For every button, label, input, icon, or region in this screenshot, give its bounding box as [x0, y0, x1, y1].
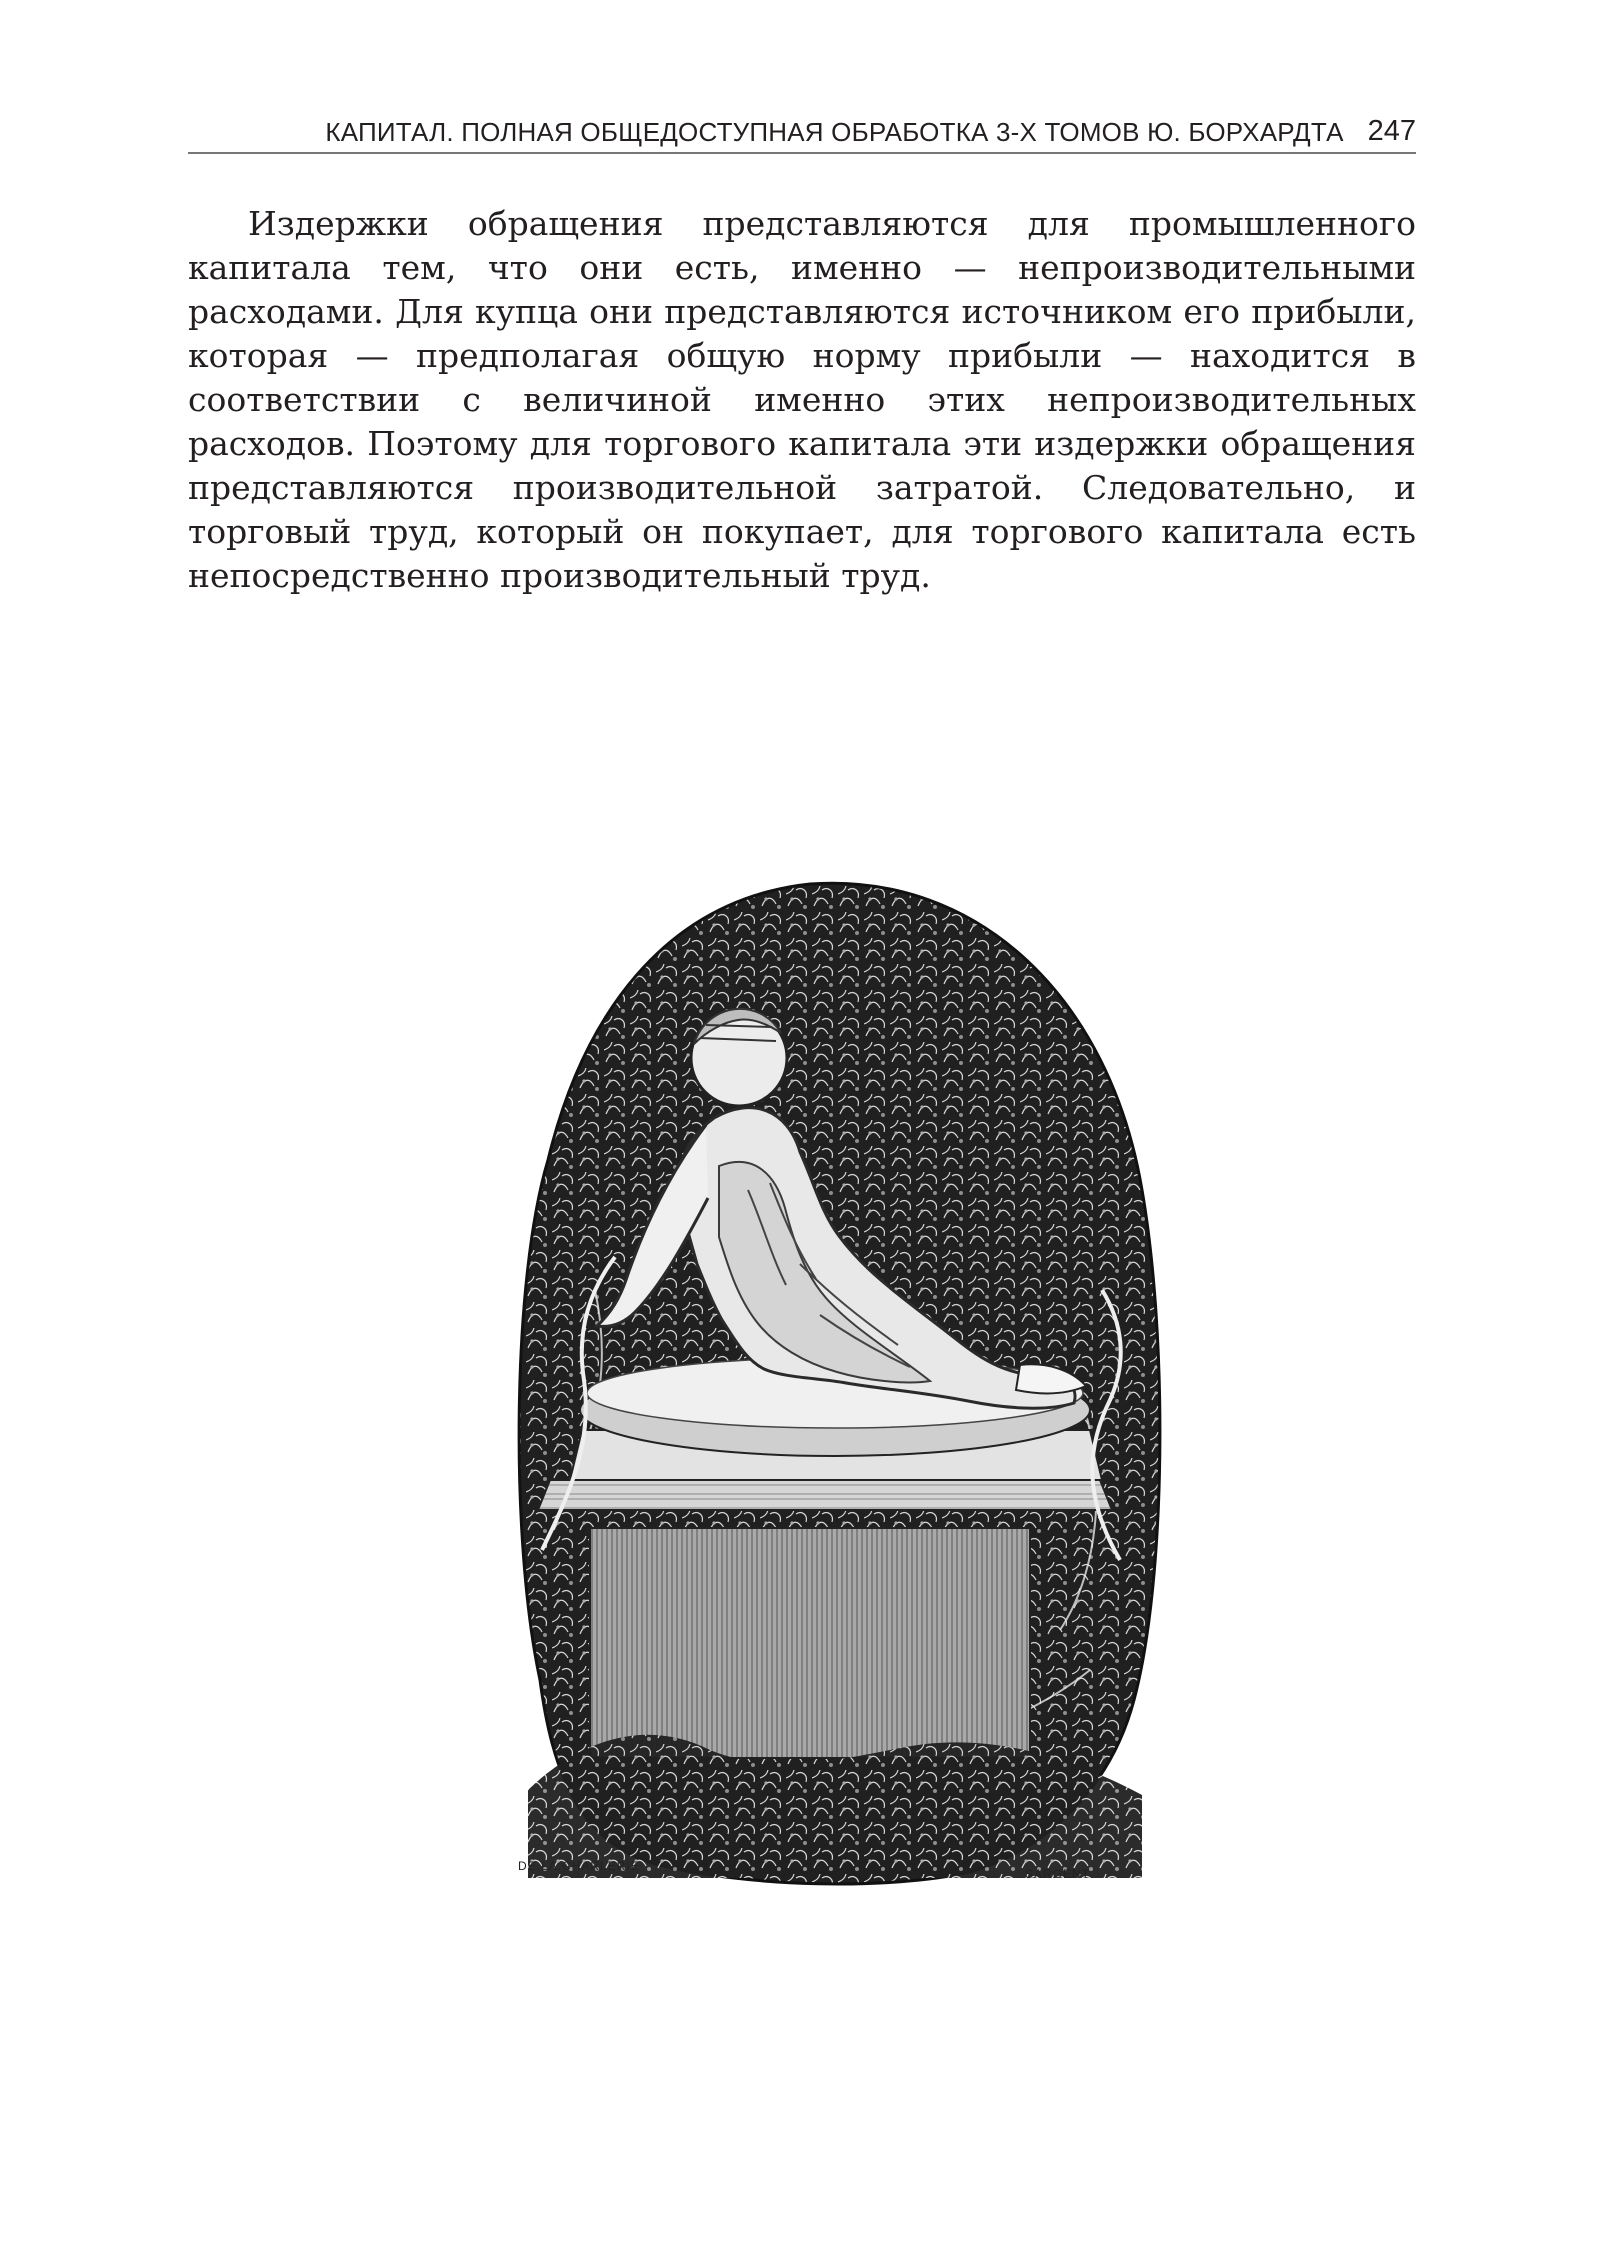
engraver-signature-right: SARGENT: [1025, 1867, 1091, 1881]
engraver-signature-left: DE.LA.CHARLERIE: [518, 1859, 640, 1873]
pedestal-column: [590, 1528, 1030, 1758]
pedestal-base-moulding: [538, 1480, 1112, 1510]
engraving-svg: [500, 860, 1170, 1890]
body-paragraph: Издержки обращения представляются для промышленного капитала тем, что они есть, именно — непроизводительными расходами. Для купца они представляются источником его прибыли, которая — предполагая общую норму прибыли — находится в соответствии с величиной именно этих непроизводительных расходов. Поэтому для торгового капитала эти издержки обращения представляются производительной затратой. Следовательно, и торговый труд, который он покупает, для торгового капитала есть непосредственно производительный труд.: [188, 204, 1416, 595]
page-number: 247: [1367, 115, 1416, 147]
running-title: КАПИТАЛ. ПОЛНАЯ ОБЩЕДОСТУПНАЯ ОБРАБОТКА 3-Х ТОМОВ Ю. БОРХАРДТА: [325, 117, 1344, 147]
statue-engraving: [500, 860, 1170, 1890]
running-header: [188, 112, 1416, 154]
